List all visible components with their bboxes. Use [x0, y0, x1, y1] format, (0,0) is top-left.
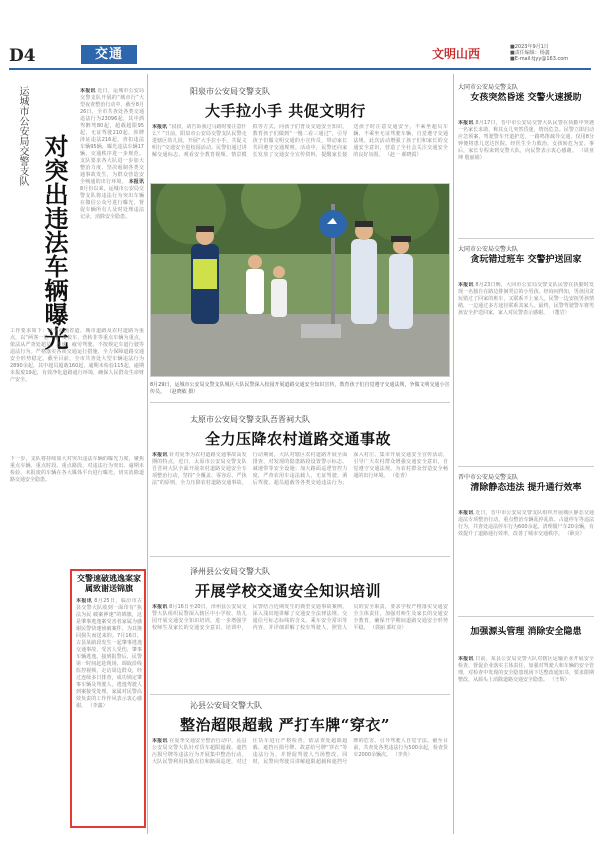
- story-1-body: 本报讯 “叔叔，请告诉我过马路时要注意什么？”日前，阳泉市公安局交警支队民警走进辖区幼儿园，开展“大手拉小手，共促文明行”交通安全进校园活动。民警们通过讲解交通标志、观看安全教育视频、情景模拟等方式，向孩子们普及交通安全知识，教育孩子们做到“一慢二看三通过”，引导孩子们做文明交通的小宣传员，带动家长共同遵守交通规则。活动中，民警还向家长发放了交通安全宣传资料，提醒家长接送孩子时注意交通安全，不乘坐超员车辆、不乘坐无证驾驶车辆，自觉遵守交通法规。此次活动增强了孩子们和家长的交通安全意识，营造了全社会关注交通安全的良好氛围。 （赵一 郝晓霞）: [152, 124, 448, 158]
- highlight-box-title: 交警速破逃逸案家属致谢送锦旗: [77, 574, 141, 593]
- right-story-1-headline: 女孩突然昏迷 交警火速援助: [470, 93, 582, 103]
- story-3-kicker: 泽州县公安局交警大队: [190, 567, 270, 576]
- left-story-body-c: 工作要求如下：以全市国省道、城市道路及农村道路为重点，以“两客一危一重”及校车、营转非等重点车辆为重点，依法从严查处超员、超速、疲劳驾驶、不按规定车道行驶等违法行为。严格落实各项交通运行措施，全力保障道路交通安全形势稳定。截至目前，全市共查处大型车辆违法行为2890余起，其中超员超载160起，逾期未检验115起，逾期未报废19起，有效净化道路通行环境，确保人民群众生命财产安全。: [10, 328, 144, 383]
- right-story-3-body: 本报讯 近日，晋中市公安局交警支队组织开展城区静态交通违法专项整治行动，重点整治车辆乱停乱放、占道停车等违法行为，共查处违法停车行为600余起，清理僵尸车20余辆，有效提升了道路通行效率，改善了城市交通秩序。 （耿亮）: [458, 510, 594, 537]
- editor-line: ■责任编辑：杨鑫: [510, 50, 550, 56]
- date-line: ■2023年9月1日: [510, 44, 549, 50]
- photo-credit: （赵晓敏 摄）: [166, 389, 199, 395]
- news-photo: [150, 183, 450, 377]
- right-story-2-headline: 贪玩错过班车 交警护送回家: [470, 255, 582, 265]
- masthead: [0, 0, 600, 66]
- right-story-3-kicker: 晋中市公安局交警支队: [458, 474, 519, 481]
- right-story-2-kicker: 大同市公安局交警大队: [458, 246, 519, 253]
- right-story-4-body: 本报讯 日前，某县公安局交警大队对辖区运输企业开展安全检查，督促企业落实主体责任，加强对驾驶人和车辆的安全管理，对检查中发现的安全隐患现场下达整改通知书，要求限期整改，从源头上消除道路交通安全隐患。 （王辉）: [458, 656, 594, 683]
- story-4-headline: 整治超限超载 严打车牌“穿衣”: [180, 716, 390, 734]
- photo-caption: 8月29日，运城市公安局交警支队城区大队民警深入校园开展道路交通安全知识宣传，教育孩子们自觉遵守交通法规，争做文明交通小宣传员。 （赵晓敏 摄）: [150, 382, 450, 395]
- story-4-kicker: 沁县公安局交警大队: [190, 701, 262, 710]
- right-story-2-body: 本报讯 8月23日晚，大同市公安局交警支队民警在执勤时发现一名独自在路边徘徊哭泣的小男孩。经询问得知，男孩因贪玩错过了回家的班车，又联系不上家人。民警一边安抚男孩情绪，一边通过多方途径联系其家人。最终，民警驾驶警车将男孩安全护送回家，家人对民警表示感谢。 （董岩）: [458, 282, 594, 316]
- story-3-body: 本报讯 8月16日至20日，泽州县公安局交警大队组织民警深入辖区中小学校、幼儿园开展交通安全知识培训，进一步增强学校师生及家长的交通安全意识。培训中，民警结合近期发生的典型交通事故案例，深入浅出地讲解了交通安全法律法规、交通信号标志标线的含义、乘车安全常识等内容，并详细讲解了校车驾驶人、照管人员的安全职责，要求学校严格落实交通安全主体责任，加强对师生及家长的交通安全教育，确保开学期间道路交通安全形势平稳。 （郭丽 郭红亮）: [152, 604, 448, 631]
- left-story-body-a: 本报讯 近日，运城市公安局交警支队开展的“城市行”大型夜查整治行动中，截至8月26日，全市共查处各类交通违法行为23096起，其中酒驾醉驾80起，超载超限95起，无证驾驶210起，涉牌涉证违法216起，查扣违法车辆95辆，曝光违法车辆17辆，交通秩序进一步规范。支队要求各大队进一步加大整治力度，坚决遏制各类交通事故发生，为群众营造安全畅通的出行环境。 本报讯 8月份以来，运城市公安局交警支队将违法行为突出车辆在微信公众号进行曝光，督促车辆所有人及时处理违法记录，消除安全隐患。: [80, 88, 144, 220]
- right-story-4-headline: 加强源头管理 消除安全隐患: [470, 627, 582, 637]
- right-story-1-body: 本报讯 8月17日，晋中市公安局交警大队民警在执勤中突遇一名家长求助，称其女儿突然昏迷，情况危急。民警立即启动应急预案，驾驶警车开道护送，一路鸣笛疏导交通，仅用8分钟便将患儿送达医院。经医生全力救治，女孩转危为安。事后，家长专程来到交警大队，向民警表示衷心感谢。 （周亚坤 殷丽娟）: [458, 120, 594, 161]
- story-2-headline: 全力压降农村道路交通事故: [205, 430, 392, 448]
- story-4-body: 本报讯 在夏季交通安全整治行动中，沁县公安局交警大队针对货车超限超载、遮挡污损号牌等违法行为开展集中整治行动。大队民警利用执勤点位和路面巡逻，对过往货车进行严格检查，依法查处超限超载、遮挡污损号牌、故意给号牌“穿衣”等违法行为，并督促驾驶人当场整改。同时，民警向驾驶员讲解超限超载和遮挡号牌的危害，引导驾驶人自觉守法。截至目前，共查处各类违法行为500余起，检查货车2000余辆次。 （李英）: [152, 738, 448, 765]
- section-divider: [458, 238, 594, 239]
- story-1-kicker: 阳泉市公安局交警支队: [190, 87, 270, 96]
- right-story-1-kicker: 大同市公安局交警支队: [458, 84, 519, 91]
- section-divider: [458, 616, 594, 617]
- story-2-body: 本报讯 针对夏季为农村道路交通事故高发期的特点，近日，太原市公安局交警支队吾晋祠大队全面开展农村道路交通安全专项整治行动，坚持“全覆盖、零容忍、严执法”的原则，全力压降农村道路交通事故。行动期间，大队对辖区农村道路开展全面排查，对发现的隐患路段设置警示标志、减速带等安全设施；加大路面巡逻管控力度，严查农用车违法载人、无证驾驶、酒后驾驶、超员超载等各类交通违法行为；深入村庄、集市开展交通安全宣传活动，引导广大农村群众增强交通安全意识，自觉遵守交通法规，为农村群众营造安全畅通的出行环境。 （张青）: [152, 452, 448, 486]
- left-byline-2: 本报讯: [128, 179, 144, 185]
- column-divider: [147, 74, 148, 834]
- section-divider: [150, 556, 450, 557]
- column-divider: [453, 74, 454, 834]
- date-info: [510, 44, 598, 62]
- left-story-kicker: 运城市公安局交警支队: [17, 86, 28, 186]
- highlight-box-body: 本报讯 8月25日，临汾市古县交警大队收到一面印有“执法为民 破案神速”的锦旗，这是肇事逃逸案受害者家属为感谢民警快速侦破案件、为其挽回损失而送来的。7月16日，古县某路段发生一起肇事逃逸交通事故，受害人受伤，肇事车辆逃逸。接到报警后，民警第一时间赶赴现场，调取沿线监控视频，走访周边群众，经过连续多日排查，成功锁定肇事车辆及驾驶人，逃逸驾驶人到案接受处理。家属对民警高效负责的工作作风表示衷心感谢。 （李鑫）: [76, 598, 142, 709]
- left-story-headline: 对突出违法车辆曝光: [40, 134, 69, 350]
- section-divider: [150, 694, 450, 695]
- left-byline: 本报讯: [80, 88, 96, 94]
- section-divider: [458, 466, 594, 467]
- story-2-kicker: 太原市公安局交警支队吾晋祠大队: [190, 415, 310, 424]
- story-3-headline: 开展学校交通安全知识培训: [195, 582, 382, 600]
- story-1-headline: 大手拉小手 共促文明行: [205, 102, 366, 120]
- section-tag: 交通: [81, 45, 137, 64]
- page-number: D4: [9, 46, 36, 66]
- brand-logo: 文明山西: [432, 47, 481, 61]
- email-line: ■E-mail:tjyy@163.com: [510, 56, 569, 62]
- police-officers-photo: [151, 184, 450, 377]
- left-story-body-d: 下一步，支队将持续加大对突出违法车辆的曝光力度，聚焦重点车辆、重点时段、重点路段，对违法行为突出、逾期未检验、未报废的车辆在各大媒体平台进行曝光，切实消除道路交通安全隐患。: [10, 456, 144, 483]
- section-divider: [150, 402, 450, 403]
- masthead-rule: [9, 68, 591, 70]
- right-story-3-headline: 清除静态违法 提升通行效率: [470, 483, 582, 493]
